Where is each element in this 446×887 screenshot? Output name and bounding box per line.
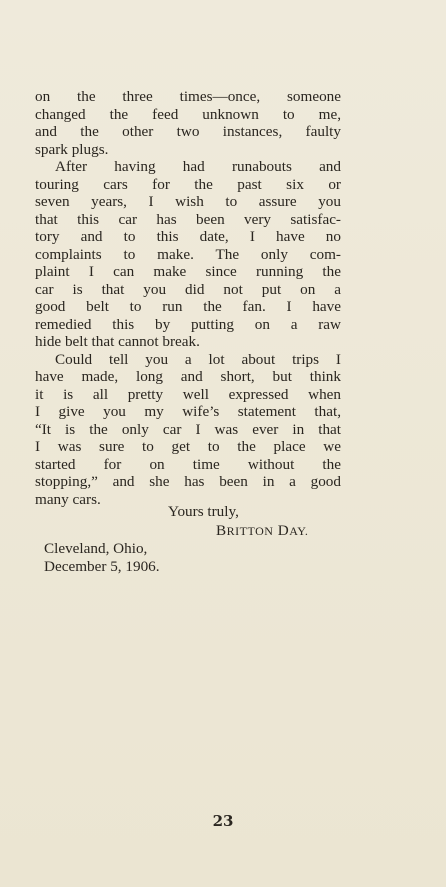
letter-place: Cleveland, Ohio,	[44, 540, 148, 557]
signature-name	[216, 522, 308, 540]
letter-closing: Yours truly,	[168, 503, 239, 520]
body-line: good belt to run the fan. I have	[35, 298, 341, 315]
body-line: spark plugs.	[35, 140, 109, 158]
body-line: I was sure to get to the place we	[35, 438, 341, 455]
body-line: started for on time without the	[35, 455, 341, 473]
body-line: car is that you did not put on a	[35, 280, 341, 298]
letter-body	[35, 88, 341, 508]
body-line: hide belt that cannot break.	[35, 333, 200, 350]
body-line: stopping,” and she has been in a good	[35, 473, 341, 490]
body-line: it is all pretty well expressed when	[35, 385, 341, 403]
signature-smallcaps: AY.	[289, 524, 309, 538]
letter-place-date	[44, 540, 160, 576]
body-line: plaint I can make since running the	[35, 263, 341, 280]
body-line: tory and to this date, I have no	[35, 228, 341, 245]
page-number: 23	[212, 812, 234, 830]
body-line: complaints to make. The only com-	[35, 245, 341, 263]
body-line: Could tell you a lot about trips I	[55, 350, 341, 368]
body-line: remedied this by putting on a raw	[35, 315, 341, 333]
body-line: that this car has been very satisfac-	[35, 210, 341, 228]
body-line: seven years, I wish to assure you	[35, 193, 341, 210]
body-line: touring cars for the past six or	[35, 175, 341, 193]
body-line: After having had runabouts and	[55, 158, 341, 175]
body-line: changed the feed unknown to me,	[35, 105, 341, 123]
body-line: many cars.	[35, 490, 101, 508]
signature-initial: B	[216, 522, 227, 539]
body-line: “It is the only car I was ever in that	[35, 420, 341, 438]
body-line: on the three times—once, someone	[35, 88, 341, 105]
signature-smallcaps: RITTON	[226, 524, 274, 538]
body-line: have made, long and short, but think	[35, 368, 341, 385]
letter-date: December 5, 1906.	[44, 558, 160, 575]
body-line: and the other two instances, faulty	[35, 123, 341, 140]
signature-initial: D	[277, 522, 290, 539]
body-line: I give you my wife’s statement that,	[35, 403, 341, 420]
